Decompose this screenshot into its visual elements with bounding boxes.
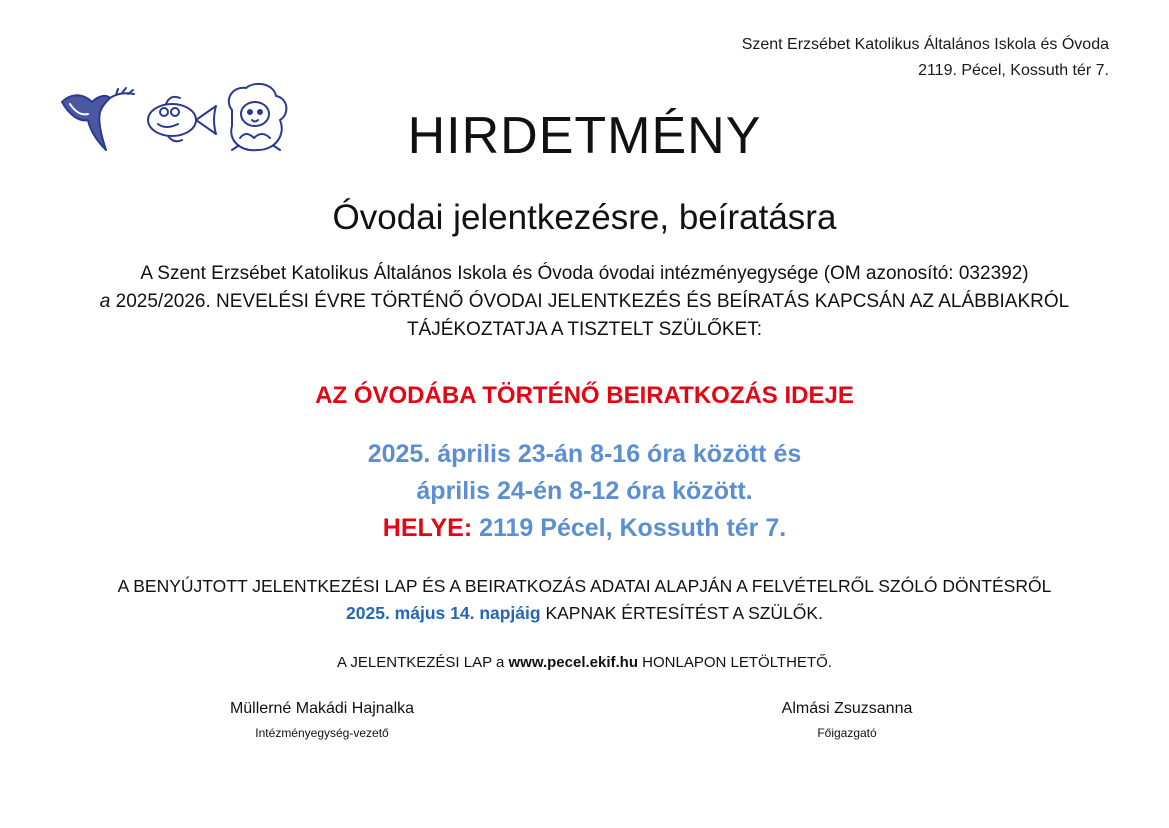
enrollment-heading: AZ ÓVODÁBA TÖRTÉNŐ BEIRATKOZÁS IDEJE bbox=[315, 382, 854, 409]
decision-paragraph bbox=[0, 573, 1169, 627]
signature-left bbox=[172, 700, 472, 740]
signature-left-name: Müllerné Makádi Hajnalka bbox=[229, 700, 415, 717]
enrollment-date-1: 2025. április 23-án 8-16 óra között és bbox=[367, 440, 802, 468]
intro-line-1: A Szent Erzsébet Katolikus Általános Iskola és Óvoda óvodai intézményegysége (OM azonosító: 032392) bbox=[140, 263, 1029, 284]
intro-line-2-rest: 2025/2026. NEVELÉSI ÉVRE TÖRTÉNŐ ÓVODAI JELENTKEZÉS ÉS BEÍRATÁS KAPCSÁN AZ ALÁBBIAKRÓL bbox=[110, 291, 1070, 312]
intro-line-3: TÁJÉKOZTATJA A TISZTELT SZÜLŐKET: bbox=[406, 319, 763, 340]
download-suffix: HONLAPON LETÖLTHETŐ. bbox=[638, 654, 832, 671]
signature-right-role: Főigazgató bbox=[817, 726, 877, 740]
school-address: 2119. Pécel, Kossuth tér 7. bbox=[918, 62, 1109, 79]
signature-right bbox=[697, 700, 997, 740]
decision-line-1: A BENYÚJTOTT JELENTKEZÉSI LAP ÉS A BEIRATKOZÁS ADATAI ALAPJÁN A FELVÉTELRŐL SZÓLÓ DÖNTÉSRŐL bbox=[117, 576, 1052, 596]
signature-right-name: Almási Zsuzsanna bbox=[781, 700, 913, 717]
decision-line-2-rest: KAPNAK ÉRTESÍTÉST A SZÜLŐK. bbox=[540, 603, 823, 623]
signature-left-role: Intézményegység-vezető bbox=[255, 726, 389, 740]
decision-line-2 bbox=[0, 600, 1169, 627]
page-subtitle: Óvodai jelentkezésre, beíratásra bbox=[332, 198, 837, 237]
school-name: Szent Erzsébet Katolikus Általános Iskola és Óvoda bbox=[741, 36, 1109, 53]
place-label: HELYE: bbox=[382, 514, 473, 542]
decision-deadline: 2025. május 14. napjáig bbox=[346, 603, 541, 623]
intro-line-2-italic: a bbox=[99, 291, 111, 312]
school-header bbox=[742, 32, 1109, 84]
enrollment-dates bbox=[0, 436, 1169, 547]
download-prefix: A JELENTKEZÉSI LAP a bbox=[337, 654, 509, 671]
enrollment-date-2: április 24-én 8-12 óra között. bbox=[416, 477, 753, 505]
place-value: 2119 Pécel, Kossuth tér 7. bbox=[472, 514, 787, 542]
intro-line-2 bbox=[0, 288, 1169, 316]
download-note bbox=[0, 654, 1169, 671]
enrollment-place bbox=[0, 510, 1169, 547]
intro-paragraph bbox=[0, 260, 1169, 344]
download-url-link[interactable]: www.pecel.ekif.hu bbox=[508, 654, 638, 671]
page-title: HIRDETMÉNY bbox=[407, 107, 762, 165]
